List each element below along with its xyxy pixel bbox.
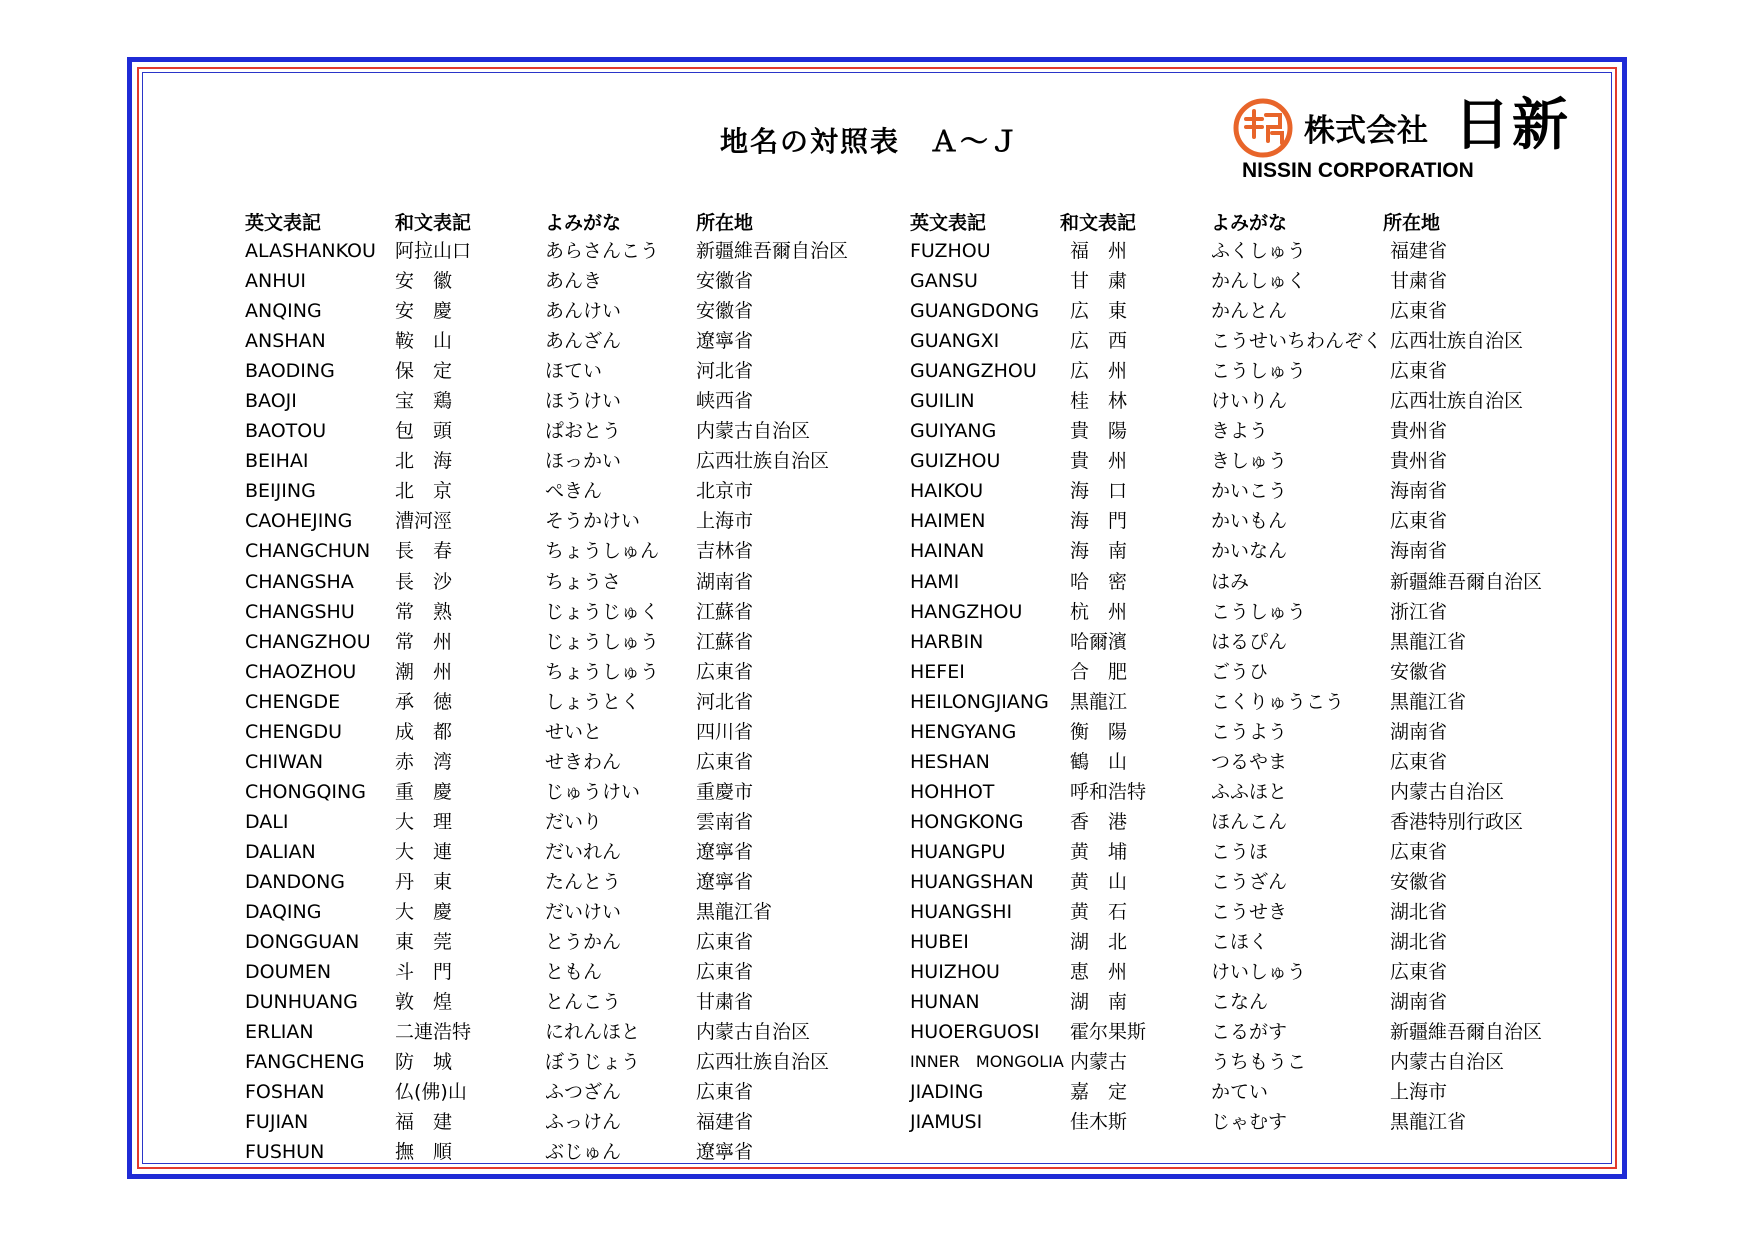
cell-location: 北京市 bbox=[696, 480, 754, 503]
cell-ja: 潮 州 bbox=[395, 660, 453, 683]
cell-reading: かてい bbox=[1211, 1081, 1269, 1104]
cell-reading: ちょうしゅん bbox=[545, 540, 660, 563]
cell-location: 広東省 bbox=[1390, 750, 1448, 773]
cell-location: 浙江省 bbox=[1390, 600, 1448, 623]
cell-ja: 海 門 bbox=[1070, 510, 1128, 533]
cell-reading: だいり bbox=[545, 810, 603, 833]
table-row bbox=[0, 536, 1600, 566]
cell-location: 黒龍江省 bbox=[1390, 630, 1467, 653]
cell-ja: 東 莞 bbox=[395, 931, 453, 954]
cell-ja: 鶴 山 bbox=[1070, 750, 1128, 773]
cell-location: 湖北省 bbox=[1390, 901, 1448, 924]
cell-location: 新疆維吾爾自治区 bbox=[696, 240, 849, 262]
table-row bbox=[0, 266, 1600, 296]
table-row bbox=[0, 416, 1600, 446]
cell-ja: 漕河涇 bbox=[395, 510, 453, 533]
cell-reading: たんとう bbox=[545, 870, 622, 893]
cell-location: 広東省 bbox=[696, 750, 754, 773]
cell-reading: はみ bbox=[1211, 570, 1250, 593]
table-row bbox=[0, 1107, 1600, 1137]
cell-reading: ほっかい bbox=[545, 450, 622, 473]
cell-reading: けいしゅう bbox=[1211, 961, 1307, 984]
cell-ja: 宝 鶏 bbox=[395, 390, 453, 413]
cell-reading: こうほ bbox=[1211, 840, 1269, 863]
cell-ja: 北 海 bbox=[395, 450, 453, 473]
cell-reading: かいなん bbox=[1211, 540, 1288, 563]
cell-location: 海南省 bbox=[1390, 540, 1448, 563]
cell-en: CHAOZHOU bbox=[245, 660, 357, 683]
cell-en: DAQING bbox=[245, 901, 322, 924]
cell-location: 黒龍江省 bbox=[1390, 690, 1467, 713]
cell-ja: 阿拉山口 bbox=[395, 240, 472, 262]
cell-ja: 広 州 bbox=[1070, 360, 1128, 383]
cell-en: HOHHOT bbox=[910, 780, 995, 803]
cell-en: FUZHOU bbox=[910, 240, 991, 262]
cell-en: CHANGCHUN bbox=[245, 540, 371, 563]
cell-en: ANQING bbox=[245, 300, 322, 323]
table-row bbox=[0, 717, 1600, 747]
cell-ja: 斗 門 bbox=[395, 961, 453, 984]
cell-reading: ちょうさ bbox=[545, 570, 622, 593]
cell-reading: ぺきん bbox=[545, 480, 603, 503]
cell-en: INNER MONGOLIA bbox=[910, 1052, 1064, 1072]
cell-ja: 海 南 bbox=[1070, 540, 1128, 563]
cell-en: GUANGDONG bbox=[910, 300, 1040, 323]
cell-en: FANGCHENG bbox=[245, 1051, 365, 1074]
cell-en: HUOERGUOSI bbox=[910, 1021, 1040, 1044]
cell-ja: 安 慶 bbox=[395, 300, 453, 323]
cell-ja: 恵 州 bbox=[1070, 961, 1128, 984]
cell-ja: 湖 北 bbox=[1070, 931, 1128, 954]
cell-reading: ほんこん bbox=[1211, 810, 1288, 833]
cell-location: 広東省 bbox=[1390, 840, 1448, 863]
cell-en: HAMI bbox=[910, 570, 960, 593]
cell-en: HEILONGJIANG bbox=[910, 690, 1049, 713]
cell-ja: 福 建 bbox=[395, 1111, 453, 1134]
cell-en: ALASHANKOU bbox=[245, 240, 376, 262]
cell-reading: つるやま bbox=[1211, 750, 1288, 773]
cell-ja: 衡 陽 bbox=[1070, 720, 1128, 743]
table-row bbox=[0, 747, 1600, 777]
cell-ja: 赤 湾 bbox=[395, 750, 453, 773]
cell-location: 広西壮族自治区 bbox=[696, 1051, 830, 1074]
cell-en: BAODING bbox=[245, 360, 335, 383]
cell-location: 内蒙古自治区 bbox=[696, 1021, 811, 1044]
cell-reading: そうかけい bbox=[545, 510, 641, 533]
cell-ja: 大 慶 bbox=[395, 901, 453, 924]
cell-location: 広東省 bbox=[696, 660, 754, 683]
cell-location: 遼寧省 bbox=[696, 870, 754, 893]
cell-en: ANSHAN bbox=[245, 330, 326, 353]
cell-en: CAOHEJING bbox=[245, 510, 353, 533]
cell-reading: とんこう bbox=[545, 991, 622, 1014]
cell-ja: 長 沙 bbox=[395, 570, 453, 593]
cell-ja: 合 肥 bbox=[1070, 660, 1128, 683]
logo-english-text: NISSIN CORPORATION bbox=[1242, 159, 1474, 182]
cell-location: 安徽省 bbox=[696, 300, 754, 323]
table-row bbox=[0, 1047, 1600, 1077]
cell-en: CHENGDE bbox=[245, 690, 341, 713]
cell-reading: こなん bbox=[1211, 991, 1269, 1014]
cell-ja: 貴 陽 bbox=[1070, 420, 1128, 443]
cell-location: 上海市 bbox=[1390, 1081, 1448, 1104]
logo-company-text: 株式会社 bbox=[1304, 113, 1428, 149]
cell-ja: 甘 粛 bbox=[1070, 270, 1128, 293]
cell-location: 湖北省 bbox=[1390, 931, 1448, 954]
cell-en: HESHAN bbox=[910, 750, 990, 773]
cell-en: GANSU bbox=[910, 270, 978, 293]
table-row bbox=[0, 807, 1600, 837]
cell-reading: ふくしゅう bbox=[1211, 240, 1307, 262]
cell-ja: 北 京 bbox=[395, 480, 453, 503]
cell-location: 広東省 bbox=[1390, 510, 1448, 533]
cell-reading: しょうとく bbox=[545, 690, 641, 713]
cell-location: 広西壮族自治区 bbox=[1390, 330, 1524, 353]
cell-location: 黒龍江省 bbox=[1390, 1111, 1467, 1134]
cell-reading: こうざん bbox=[1211, 870, 1288, 893]
cell-location: 新疆維吾爾自治区 bbox=[1390, 1021, 1543, 1044]
table-row bbox=[0, 1077, 1600, 1107]
cell-ja: 包 頭 bbox=[395, 420, 453, 443]
cell-ja: 撫 順 bbox=[395, 1141, 453, 1164]
cell-location: 四川省 bbox=[696, 720, 754, 743]
cell-en: HUBEI bbox=[910, 931, 969, 954]
cell-reading: こうせき bbox=[1211, 901, 1288, 924]
cell-location: 重慶市 bbox=[696, 780, 754, 803]
cell-en: HANGZHOU bbox=[910, 600, 1023, 623]
cell-ja: 福 州 bbox=[1070, 240, 1128, 262]
cell-reading: ほうけい bbox=[545, 390, 622, 413]
cell-en: HENGYANG bbox=[910, 720, 1017, 743]
cell-en: HONGKONG bbox=[910, 810, 1024, 833]
cell-ja: 内蒙古 bbox=[1070, 1051, 1128, 1074]
cell-reading: こうせいちわんぞく bbox=[1211, 330, 1383, 353]
cell-reading: かいもん bbox=[1211, 510, 1288, 533]
cell-en: GUANGXI bbox=[910, 330, 1000, 353]
cell-ja: 安 徽 bbox=[395, 270, 453, 293]
cell-reading: じょうしゅう bbox=[545, 630, 660, 653]
cell-en: JIADING bbox=[910, 1081, 984, 1104]
cell-reading: じょうじゅく bbox=[545, 600, 660, 623]
cell-en: GUANGZHOU bbox=[910, 360, 1037, 383]
cell-en: HAINAN bbox=[910, 540, 985, 563]
cell-en: JIAMUSI bbox=[910, 1111, 983, 1134]
cell-ja: 霍尔果斯 bbox=[1070, 1021, 1147, 1044]
cell-reading: ぱおとう bbox=[545, 420, 622, 443]
cell-reading: こくりゅうこう bbox=[1211, 690, 1345, 713]
cell-reading: だいれん bbox=[545, 840, 622, 863]
cell-reading: うちもうこ bbox=[1211, 1051, 1307, 1074]
cell-ja: 丹 東 bbox=[395, 870, 453, 893]
cell-location: 湖南省 bbox=[1390, 720, 1448, 743]
table-row bbox=[0, 1017, 1600, 1047]
left-header-ja: 和文表記 bbox=[395, 212, 472, 234]
cell-ja: 広 東 bbox=[1070, 300, 1128, 323]
cell-ja: 仏(佛)山 bbox=[395, 1081, 467, 1104]
cell-en: CHANGSHA bbox=[245, 570, 354, 593]
cell-location: 黒龍江省 bbox=[696, 901, 773, 924]
cell-reading: あんざん bbox=[545, 330, 622, 353]
table-row bbox=[0, 296, 1600, 326]
table-row bbox=[0, 627, 1600, 657]
cell-reading: せきわん bbox=[545, 750, 622, 773]
cell-en: CHANGZHOU bbox=[245, 630, 371, 653]
cell-reading: きしゅう bbox=[1211, 450, 1288, 473]
cell-reading: だいけい bbox=[545, 901, 622, 924]
cell-ja: 湖 南 bbox=[1070, 991, 1128, 1014]
cell-reading: こうよう bbox=[1211, 720, 1288, 743]
cell-en: HEFEI bbox=[910, 660, 965, 683]
table-row bbox=[0, 386, 1600, 416]
table-row bbox=[0, 777, 1600, 807]
cell-location: 遼寧省 bbox=[696, 1141, 754, 1164]
cell-ja: 二連浩特 bbox=[395, 1021, 472, 1044]
cell-location: 貴州省 bbox=[1390, 450, 1448, 473]
cell-ja: 杭 州 bbox=[1070, 600, 1128, 623]
cell-location: 海南省 bbox=[1390, 480, 1448, 503]
cell-reading: ともん bbox=[545, 961, 603, 984]
cell-ja: 嘉 定 bbox=[1070, 1081, 1128, 1104]
cell-reading: こうしゅう bbox=[1211, 360, 1307, 383]
cell-en: FUJIAN bbox=[245, 1111, 309, 1134]
cell-ja: 大 理 bbox=[395, 810, 453, 833]
cell-en: DOUMEN bbox=[245, 961, 332, 984]
cell-reading: きよう bbox=[1211, 420, 1269, 443]
cell-location: 甘粛省 bbox=[696, 991, 754, 1014]
cell-location: 広東省 bbox=[1390, 961, 1448, 984]
cell-location: 湖南省 bbox=[1390, 991, 1448, 1014]
table-row bbox=[0, 1137, 880, 1167]
logo-brand-text: 日新 bbox=[1454, 93, 1570, 158]
table-row bbox=[0, 987, 1600, 1017]
cell-location: 広東省 bbox=[696, 1081, 754, 1104]
cell-reading: あんけい bbox=[545, 300, 622, 323]
cell-ja: 防 城 bbox=[395, 1051, 453, 1074]
cell-ja: 海 口 bbox=[1070, 480, 1128, 503]
cell-reading: せいと bbox=[545, 720, 603, 743]
cell-en: DALIAN bbox=[245, 840, 316, 863]
cell-en: ANHUI bbox=[245, 270, 307, 293]
table-row bbox=[0, 867, 1600, 897]
cell-ja: 貴 州 bbox=[1070, 450, 1128, 473]
cell-reading: ちょうしゅう bbox=[545, 660, 660, 683]
cell-ja: 黄 埔 bbox=[1070, 840, 1128, 863]
left-header-reading: よみがな bbox=[545, 212, 622, 234]
cell-en: HUNAN bbox=[910, 991, 980, 1014]
cell-location: 香港特別行政区 bbox=[1390, 810, 1524, 833]
cell-location: 内蒙古自治区 bbox=[1390, 1051, 1505, 1074]
cell-ja: 鞍 山 bbox=[395, 330, 453, 353]
cell-en: BAOJI bbox=[245, 390, 297, 413]
cell-en: CHONGQING bbox=[245, 780, 366, 803]
table-row bbox=[0, 927, 1600, 957]
page-title: 地名の対照表 Ａ～Ｊ bbox=[719, 125, 1020, 158]
cell-location: 雲南省 bbox=[696, 810, 754, 833]
cell-reading: じゅうけい bbox=[545, 780, 641, 803]
table-row bbox=[0, 446, 1600, 476]
cell-ja: 広 西 bbox=[1070, 330, 1128, 353]
cell-en: DANDONG bbox=[245, 870, 346, 893]
cell-ja: 常 熟 bbox=[395, 600, 453, 623]
cell-location: 遼寧省 bbox=[696, 840, 754, 863]
table-row bbox=[0, 897, 1600, 927]
cell-ja: 黒龍江 bbox=[1070, 690, 1128, 713]
cell-location: 広東省 bbox=[1390, 300, 1448, 323]
cell-reading: とうかん bbox=[545, 931, 622, 954]
right-header-en: 英文表記 bbox=[910, 212, 987, 234]
cell-location: 上海市 bbox=[696, 510, 754, 533]
cell-en: GUIZHOU bbox=[910, 450, 1001, 473]
cell-location: 広東省 bbox=[1390, 360, 1448, 383]
cell-location: 福建省 bbox=[1390, 240, 1448, 262]
cell-ja: 桂 林 bbox=[1070, 390, 1128, 413]
right-header-location: 所在地 bbox=[1383, 212, 1441, 234]
cell-reading: ふつざん bbox=[545, 1081, 622, 1104]
cell-location: 湖南省 bbox=[696, 570, 754, 593]
cell-ja: 佳木斯 bbox=[1070, 1111, 1128, 1134]
table-row bbox=[0, 837, 1600, 867]
cell-location: 広西壮族自治区 bbox=[1390, 390, 1524, 413]
cell-en: CHANGSHU bbox=[245, 600, 355, 623]
table-row bbox=[0, 687, 1600, 717]
cell-location: 内蒙古自治区 bbox=[1390, 780, 1505, 803]
cell-en: HAIMEN bbox=[910, 510, 986, 533]
cell-en: DONGGUAN bbox=[245, 931, 360, 954]
cell-reading: ぶじゅん bbox=[545, 1141, 622, 1164]
cell-reading: あらさんこう bbox=[545, 240, 660, 262]
table-row bbox=[0, 597, 1600, 627]
cell-reading: あんき bbox=[545, 270, 603, 293]
cell-reading: こほく bbox=[1211, 931, 1269, 954]
nissin-logo-mark-icon bbox=[1232, 97, 1294, 159]
cell-location: 河北省 bbox=[696, 360, 754, 383]
cell-location: 江蘇省 bbox=[696, 600, 754, 623]
cell-en: CHENGDU bbox=[245, 720, 343, 743]
cell-reading: けいりん bbox=[1211, 390, 1288, 413]
cell-ja: 哈爾濱 bbox=[1070, 630, 1128, 653]
cell-en: CHIWAN bbox=[245, 750, 324, 773]
cell-ja: 香 港 bbox=[1070, 810, 1128, 833]
right-header-ja: 和文表記 bbox=[1060, 212, 1137, 234]
cell-reading: ぼうじょう bbox=[545, 1051, 641, 1074]
cell-ja: 重 慶 bbox=[395, 780, 453, 803]
cell-en: HUANGSHAN bbox=[910, 870, 1034, 893]
cell-en: HUIZHOU bbox=[910, 961, 1000, 984]
cell-reading: かんとん bbox=[1211, 300, 1288, 323]
cell-en: HARBIN bbox=[910, 630, 984, 653]
cell-ja: 常 州 bbox=[395, 630, 453, 653]
cell-reading: にれんほと bbox=[545, 1021, 641, 1044]
cell-en: HUANGSHI bbox=[910, 901, 1013, 924]
cell-location: 安徽省 bbox=[696, 270, 754, 293]
left-header-en: 英文表記 bbox=[245, 212, 322, 234]
cell-location: 遼寧省 bbox=[696, 330, 754, 353]
cell-ja: 大 連 bbox=[395, 840, 453, 863]
table-row bbox=[0, 326, 1600, 356]
cell-ja: 呼和浩特 bbox=[1070, 780, 1147, 803]
cell-location: 福建省 bbox=[696, 1111, 754, 1134]
cell-reading: ごうひ bbox=[1211, 660, 1269, 683]
cell-location: 安徽省 bbox=[1390, 660, 1448, 683]
cell-location: 貴州省 bbox=[1390, 420, 1448, 443]
left-header-location: 所在地 bbox=[696, 212, 754, 234]
cell-location: 新疆維吾爾自治区 bbox=[1390, 570, 1543, 593]
cell-en: ERLIAN bbox=[245, 1021, 314, 1044]
cell-reading: かんしゅく bbox=[1211, 270, 1307, 293]
cell-ja: 黄 山 bbox=[1070, 870, 1128, 893]
cell-ja: 哈 密 bbox=[1070, 570, 1128, 593]
cell-location: 広東省 bbox=[696, 931, 754, 954]
cell-ja: 長 春 bbox=[395, 540, 453, 563]
cell-reading: ふふほと bbox=[1211, 780, 1288, 803]
cell-reading: こうしゅう bbox=[1211, 600, 1307, 623]
table-row bbox=[0, 236, 1600, 266]
cell-location: 安徽省 bbox=[1390, 870, 1448, 893]
cell-location: 峡西省 bbox=[696, 390, 754, 413]
cell-en: HAIKOU bbox=[910, 480, 984, 503]
cell-en: DUNHUANG bbox=[245, 991, 358, 1014]
cell-reading: じゃむす bbox=[1211, 1111, 1288, 1134]
cell-reading: こるがす bbox=[1211, 1021, 1288, 1044]
cell-reading: ふっけん bbox=[545, 1111, 622, 1134]
cell-en: FOSHAN bbox=[245, 1081, 325, 1104]
company-logo bbox=[1232, 95, 1592, 185]
cell-location: 広東省 bbox=[696, 961, 754, 984]
cell-en: HUANGPU bbox=[910, 840, 1006, 863]
table-row bbox=[0, 356, 1600, 386]
table-row bbox=[0, 476, 1600, 506]
table-row bbox=[0, 657, 1600, 687]
cell-location: 河北省 bbox=[696, 690, 754, 713]
cell-ja: 保 定 bbox=[395, 360, 453, 383]
cell-en: DALI bbox=[245, 810, 289, 833]
cell-reading: はるぴん bbox=[1211, 630, 1288, 653]
cell-location: 内蒙古自治区 bbox=[696, 420, 811, 443]
cell-ja: 敦 煌 bbox=[395, 991, 453, 1014]
table-row bbox=[0, 506, 1600, 536]
cell-en: BEIHAI bbox=[245, 450, 309, 473]
table-row bbox=[0, 567, 1600, 597]
cell-en: FUSHUN bbox=[245, 1141, 325, 1164]
cell-en: GUIYANG bbox=[910, 420, 997, 443]
table-row bbox=[0, 957, 1600, 987]
right-header-reading: よみがな bbox=[1211, 212, 1288, 234]
cell-en: GUILIN bbox=[910, 390, 975, 413]
cell-ja: 承 徳 bbox=[395, 690, 453, 713]
cell-reading: かいこう bbox=[1211, 480, 1288, 503]
cell-ja: 黄 石 bbox=[1070, 901, 1128, 924]
cell-en: BAOTOU bbox=[245, 420, 327, 443]
cell-reading: ほてい bbox=[545, 360, 603, 383]
cell-ja: 成 都 bbox=[395, 720, 453, 743]
cell-location: 吉林省 bbox=[696, 540, 754, 563]
cell-location: 広西壮族自治区 bbox=[696, 450, 830, 473]
cell-en: BEIJING bbox=[245, 480, 316, 503]
cell-location: 甘粛省 bbox=[1390, 270, 1448, 293]
right-table bbox=[0, 236, 1600, 1137]
cell-location: 江蘇省 bbox=[696, 630, 754, 653]
